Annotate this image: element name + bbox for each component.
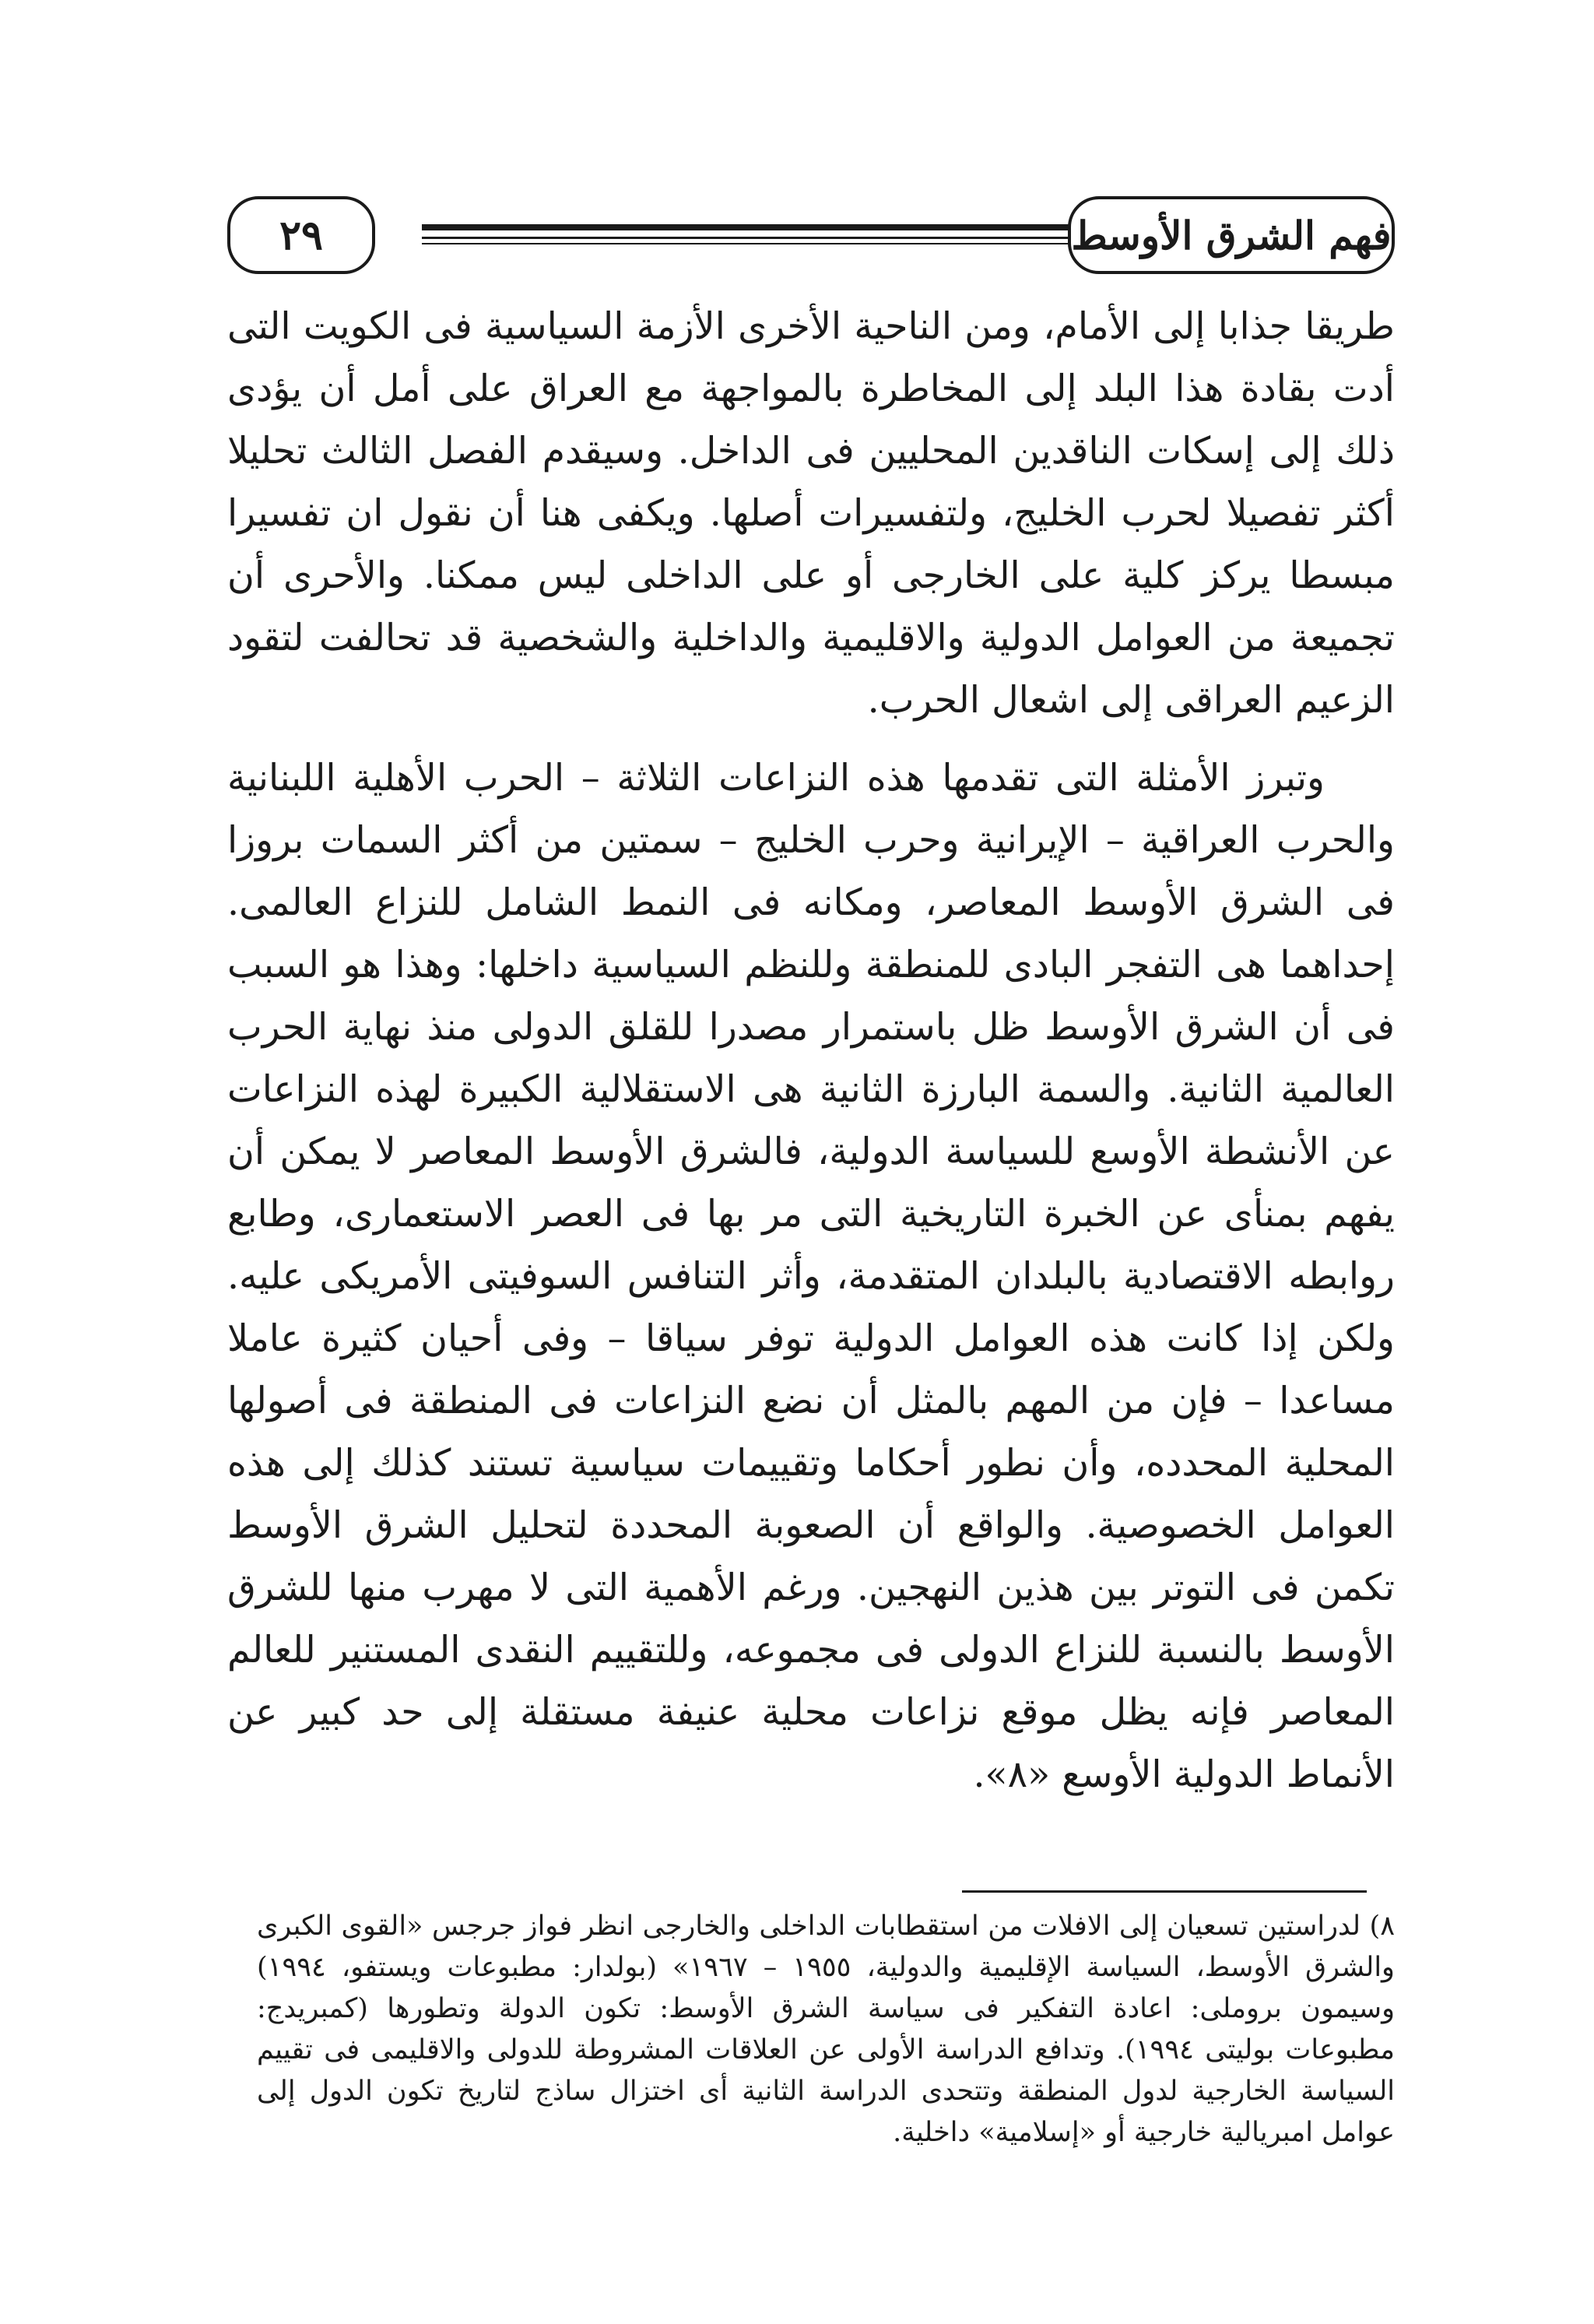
footnote: ٨) لدراستين تسعيان إلى الافلات من استقطابات الداخلى والخارجى انظر فواز جرجس «القوى الكبرى والشرق الأوسط، السياسة الإقليمية والدولية، ١٩٥٥ – ١٩٦٧» (بولدار: مطبوعات ويستفو، ١٩٩٤) وسيمون بروملى: اعادة التفكير فى سياسة الشرق الأوسط: تكون الدولة وتطورها (كمبريدج: مطبوعات بوليتى ١٩٩٤). وتدافع الدراسة الأولى عن العلاقات المشروطة للدولى والاقليمى فى تقييم السياسة الخارجية لدول المنطقة وتتحدى الدراسة الثانية أى اختزال ساذج لتاريخ تكون الدول إلى عوامل امبريالية خارجية أو «إسلامية» داخلية. xyxy=(257,1911,1395,2148)
page-number: ٢٩ xyxy=(279,211,323,259)
chapter-title-box xyxy=(1068,196,1395,274)
paragraph: طريقا جذابا إلى الأمام، ومن الناحية الأخرى الأزمة السياسية فى الكويت التى أدت بقادة هذا البلد إلى المخاطرة بالمواجهة مع العراق على أمل أن يؤدى ذلك إلى إسكات الناقدين المحليين فى الداخل. وسيقدم الفصل الثالث تحليلا أكثر تفصيلا لحرب الخليج، ولتفسيرات أصلها. ويكفى هنا أن نقول ان تفسيرا مبسطا يركز كلية على الخارجى أو على الداخلى ليس ممكنا. والأحرى أن تجميعة من العوامل الدولية والاقليمية والداخلية والشخصية قد تحالفت لتقود الزعيم العراقى إلى اشعال الحرب. xyxy=(227,305,1395,722)
body-text xyxy=(227,296,1395,1806)
chapter-title: فهم الشرق الأوسط xyxy=(1071,212,1392,258)
running-header xyxy=(227,196,1395,277)
footnote-separator xyxy=(962,1890,1367,1893)
paragraph: وتبرز الأمثلة التى تقدمها هذه النزاعات الثلاثة – الحرب الأهلية اللبنانية والحرب العراقية – الإيرانية وحرب الخليج – سمتين من أكثر السمات بروزا فى الشرق الأوسط المعاصر، ومكانه فى النمط الشامل للنزاع العالمى. إحداهما هى التفجر البادى للمنطقة وللنظم السياسية داخلها: وهذا هو السبب فى أن الشرق الأوسط ظل باستمرار مصدرا للقلق الدولى منذ نهاية الحرب العالمية الثانية. والسمة البارزة الثانية هى الاستقلالية الكبيرة لهذه النزاعات عن الأنشطة الأوسع للسياسة الدولية، فالشرق الأوسط المعاصر لا يمكن أن يفهم بمنأى عن الخبرة التاريخية التى مر بها فى العصر الاستعمارى، وطابع روابطه الاقتصادية بالبلدان المتقدمة، وأثر التنافس السوفيتى الأمريكى عليه. ولكن إذا كانت هذه العوامل الدولية توفر سياقا – وفى أحيان كثيرة عاملا مساعدا – فإن من المهم بالمثل أن نضع النزاعات فى المنطقة فى أصولها المحلية المحدده، وأن نطور أحكاما وتقييمات سياسية تستند كذلك إلى هذه العوامل الخصوصية. والواقع أن الصعوبة المحددة لتحليل الشرق الأوسط تكمن فى التوتر بين هذين النهجين. ورغم الأهمية التى لا مهرب منها للشرق الأوسط بالنسبة للنزاع الدولى فى مجموعه، وللتقييم النقدى المستنير للعالم المعاصر فإنه يظل موقع نزاعات محلية عنيفة مستقلة إلى حد كبير عن الأنماط الدولية الأوسع «٨». xyxy=(227,757,1395,1796)
page-number-box xyxy=(227,196,375,274)
